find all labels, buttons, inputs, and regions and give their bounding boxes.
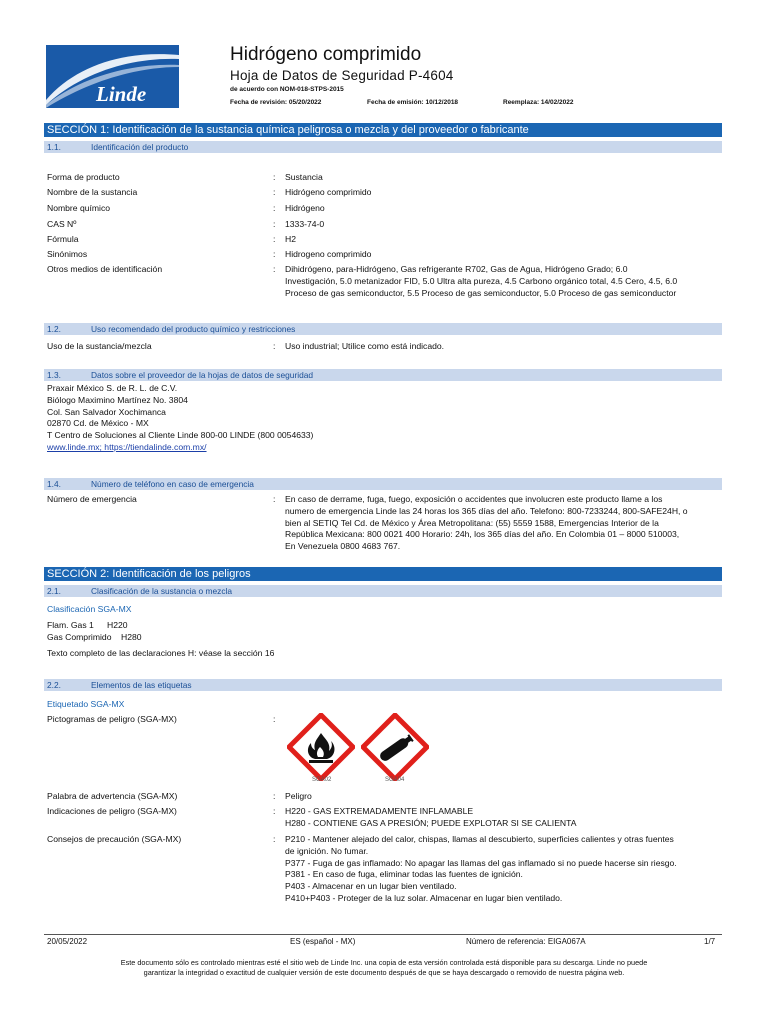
product-form-value: Sustancia [285,172,323,182]
supplier-colony: Col. San Salvador Xochimanca [47,406,166,417]
subsection-number: 2.2. [47,680,61,690]
emergency-number-value [285,494,725,553]
subsection-title: Elementos de las etiquetas [91,680,192,690]
formula-label: Fórmula [47,234,79,244]
text-line: Investigación, 5.0 metanizador FID, 5.0 Ultra alta pureza, 4.5 Carbono orgánico total, 4.5 Cero, 4.5, 6.0 [285,275,678,286]
supplier-street: Biólogo Maximino Martínez No. 3804 [47,394,188,405]
supplier-block [47,383,447,454]
footer-reference: Número de referencia: EIGA067A [466,937,586,946]
use-value: Uso industrial; Utilice como está indicado. [285,341,445,351]
subsection-number: 1.4. [47,479,61,489]
section-1-header: SECCIÓN 1: Identificación de la sustancia química peligrosa o mezcla y del proveedor o fabricante [44,123,722,137]
subsection-number: 2.1. [47,586,61,596]
colon: : [273,234,276,244]
colon: : [273,714,276,724]
svg-text:Linde: Linde [96,82,147,106]
subsection-2-1-header [44,585,722,597]
footer-divider [44,934,722,935]
precaution-statement: P410+P403 - Proteger de la luz solar. Almacenar en lugar bien ventilado. [285,892,563,903]
precautionary-statements-value [285,834,725,905]
subsection-title: Identificación del producto [91,142,189,152]
subsection-number: 1.3. [47,370,61,380]
supplier-phone: T Centro de Soluciones al Cliente Linde 800-00 LINDE (800 0054633) [47,430,314,441]
text-line: En caso de derrame, fuga, fuego, exposición o accidentes que involucren este producto llame a los [285,494,663,504]
pictogram-caption: SGA02 [312,777,332,783]
colon: : [273,834,276,844]
cas-value: 1333-74-0 [285,219,325,229]
subsection-title: Clasificación de la sustancia o mezcla [91,586,233,596]
text-line: bien al SETIQ Tel Cd. de México y Área Metropolitana: (55) 5559 1588, Emergencias Interior de la [285,517,659,528]
supplier-city: 02870 Cd. de México - MX [47,418,149,429]
subsection-title: Uso recomendado del producto químico y restricciones [91,324,296,334]
class-name: Flam. Gas 1 [47,620,94,630]
signal-word-label: Palabra de advertencia (SGA-MX) [47,791,178,801]
subsection-title: Datos sobre el proveedor de la hojas de datos de seguridad [91,370,314,380]
class-name: Gas Comprimido [47,632,112,642]
text-line: Dihidrógeno, para-Hidrógeno, Gas refrigerante R702, Gas de Agua, Hidrógeno Grado; 6.0 [285,264,628,274]
colon: : [273,494,276,504]
other-identification-label: Otros medios de identificación [47,264,163,274]
gas-cylinder-pictogram-icon [361,713,429,781]
subsection-1-1-header [44,141,722,153]
colon: : [273,791,276,801]
subsection-1-2-header [44,323,722,335]
precaution-statement: de ignición. No fumar. [285,845,369,856]
precaution-statement: P377 - Fuga de gas inflamado: No apagar las llamas del gas inflamado si no puede hacerse sin riesgo. [285,857,677,868]
supplier-web-links[interactable]: www.linde.mx; https://tiendalinde.com.mx/ [47,441,207,452]
colon: : [273,203,276,213]
precaution-statement: P381 - En caso de fuga, eliminar todas las fuentes de ignición. [285,869,523,880]
colon: : [273,341,276,351]
text-line: República Mexicana: 800 0021 400 Horario: 24h, los 365 días del año. En Colombia 01 – 8000 510003, [285,529,680,540]
substance-name-value: Hidrógeno comprimido [285,187,372,197]
section-2-header: SECCIÓN 2: Identificación de los peligros [44,567,722,581]
document-title: Hidrógeno comprimido [230,44,422,65]
subsection-number: 1.1. [47,142,61,152]
footer-disclaimer [40,958,728,978]
hazard-statements-label: Indicaciones de peligro (SGA-MX) [47,806,177,816]
revision-date: Fecha de revisión: 05/20/2022 [230,99,322,106]
text-line: numero de emergencia Linde las 24 horas los 365 días del año. Telefono: 800-7233244, 800-SAFE24H, o [285,505,688,516]
text-line: En Venezuela 0800 4683 767. [285,541,401,552]
chemical-name-value: Hidrógeno [285,203,325,213]
issue-date: Fecha de emisión: 10/12/2018 [367,99,459,106]
cas-label: CAS Nº [47,219,77,229]
colon: : [273,249,276,259]
disclaimer-line: garantizar la integridad o exactitud de cualquier versión de este documento después de que se haya descargado o removido de nuestra página web. [143,968,625,977]
hazard-statement: H220 - GAS EXTREMADAMENTE INFLAMABLE [285,806,474,816]
class-code: H220 [107,620,128,630]
subsection-1-3-header [44,369,722,381]
subsection-2-2-header [44,679,722,691]
colon: : [273,172,276,182]
colon: : [273,187,276,197]
h-statements-note: Texto completo de las declaraciones H: véase la sección 16 [47,648,275,658]
substance-name-label: Nombre de la sustancia [47,187,138,197]
disclaimer-line: Este documento sólo es controlado mientras esté el sitio web de Linde Inc. una copia de esta versión controlada está disponible para su descarga. Linde no puede [120,958,648,967]
colon: : [273,264,276,274]
signal-word-value: Peligro [285,791,312,801]
text-line: Proceso de gas semiconductor, 5.5 Proceso de gas semiconductor, 5.0 Proceso de gas semiconductor [285,287,677,298]
document-subtitle: Hoja de Datos de Seguridad P-4604 [230,68,454,83]
subsection-title: Número de teléfono en caso de emergencia [91,479,254,489]
norm-reference: de acuerdo con NOM-018-STPS-2015 [230,86,344,93]
use-label: Uso de la sustancia/mezcla [47,341,152,351]
chemical-name-label: Nombre químico [47,203,111,213]
colon: : [273,806,276,816]
footer-language: ES (español - MX) [290,937,356,946]
subsection-1-4-header [44,478,722,490]
hazard-statements-value [285,806,725,830]
formula-value: H2 [285,234,296,244]
synonyms-label: Sinónimos [47,249,88,259]
replaces-date: Reemplaza: 14/02/2022 [503,99,574,106]
precautionary-statements-label: Consejos de precaución (SGA-MX) [47,834,182,844]
hazard-statement: H280 - CONTIENE GAS A PRESIÓN; PUEDE EXPLOTAR SI SE CALIENTA [285,817,577,828]
subsection-number: 1.2. [47,324,61,334]
synonyms-value: Hidrogeno comprimido [285,249,372,259]
labeling-heading: Etiquetado SGA-MX [47,699,125,709]
linde-logo [46,45,179,108]
other-identification-value [285,264,725,299]
pictogram-caption: SGA04 [385,777,405,783]
precaution-statement: P210 - Mantener alejado del calor, chispas, llamas al descubierto, superficies calientes y otras fuentes [285,834,674,844]
emergency-number-label: Número de emergencia [47,494,137,504]
flame-pictogram-icon [287,713,355,781]
footer-page-number: 1/7 [704,937,716,946]
sga-classification-heading: Clasificación SGA-MX [47,604,132,614]
colon: : [273,219,276,229]
pictograms-label: Pictogramas de peligro (SGA-MX) [47,714,177,724]
footer-date: 20/05/2022 [47,937,88,946]
product-form-label: Forma de producto [47,172,120,182]
precaution-statement: P403 - Almacenar en un lugar bien ventilado. [285,881,457,892]
supplier-name: Praxair México S. de R. L. de C.V. [47,383,178,393]
class-code: H280 [121,632,142,642]
